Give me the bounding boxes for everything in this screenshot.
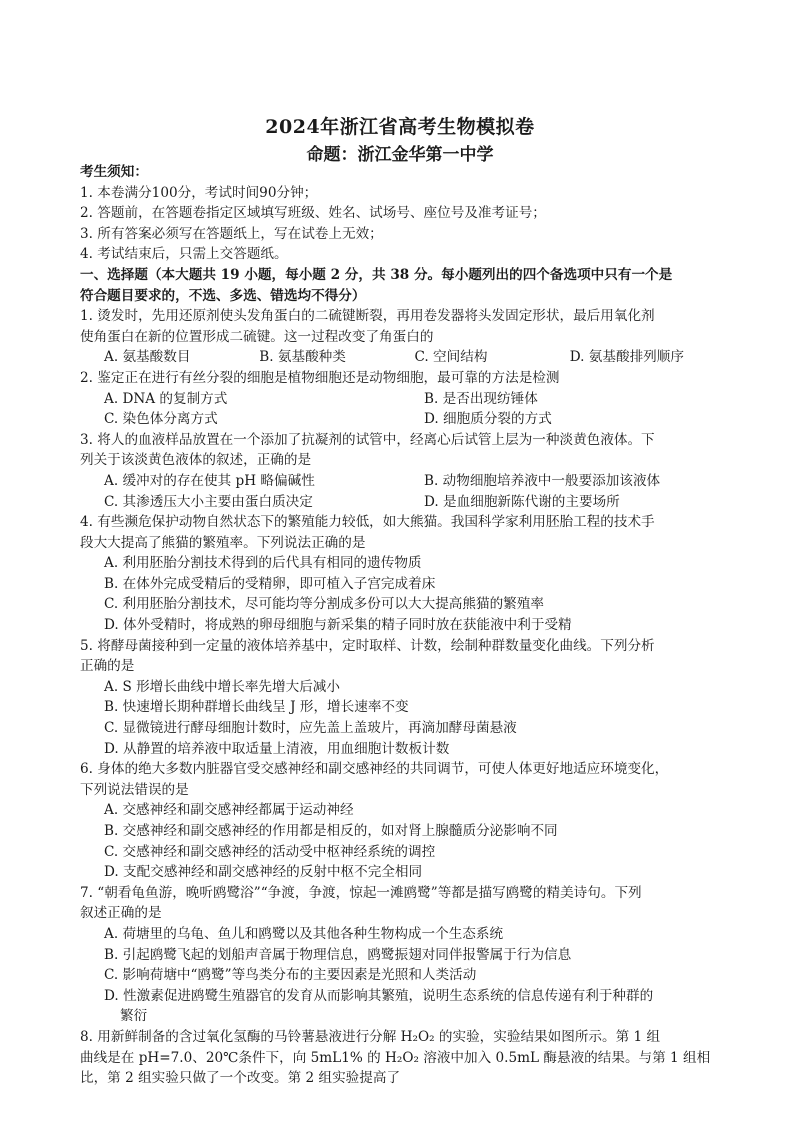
option-a: A. 利用胚胎分割技术得到的后代具有相同的遗传物质: [104, 555, 422, 572]
question-1-stem: 1. 烫发时，先用还原剂使头发角蛋白的二硫键断裂，再用卷发器将头发固定形状，最后用氧化剂: [80, 308, 655, 325]
option-b: B. 在体外完成受精后的受精卵，即可植入子宫完成着床: [104, 575, 436, 592]
option-b: B. 引起鸥鹭飞起的划船声音属于物理信息，鸥鹭振翅对同伴报警属于行为信息: [104, 946, 572, 963]
question-1-stem-cont: 使角蛋白在新的位置形成二硫键。这一过程改变了角蛋白的: [80, 328, 434, 345]
question-2-stem: 2. 鉴定正在进行有丝分裂的细胞是植物细胞还是动物细胞，最可靠的方法是检测: [80, 369, 560, 386]
option-c: C. 交感神经和副交感神经的活动受中枢神经系统的调控: [104, 843, 436, 860]
option-c: C. 利用胚胎分割技术，尽可能均等分割成多份可以大大提高熊猫的繁殖率: [104, 596, 544, 613]
option-d: D. 支配交感神经和副交感神经的反射中枢不完全相同: [104, 864, 423, 881]
question-3-stem-cont: 列关于该淡黄色液体的叙述，正确的是: [80, 452, 312, 469]
option-a: A. 荷塘里的乌龟、鱼儿和鸥鹭以及其他各种生物构成一个生态系统: [104, 925, 504, 942]
question-8-stem: 8. 用新鲜制备的含过氧化氢酶的马铃薯悬液进行分解 H₂O₂ 的实验，实验结果如图所示。第 1 组: [80, 1028, 661, 1045]
question-1-options: [80, 347, 725, 368]
question-4-stem-cont: 段大大提高了熊猫的繁殖率。下列说法正确的是: [80, 534, 366, 551]
option-c: C. 空间结构: [414, 349, 488, 366]
option-d: D. 性激素促进鸥鹭生殖器官的发育从而影响其繁殖，说明生态系统的信息传递有利于种群的: [104, 987, 654, 1004]
option-c: C. 显微镜进行酵母细胞计数时，应先盖上盖玻片，再滴加酵母菌悬液: [104, 720, 517, 737]
section-heading-cont: 符合题目要求的，不选、多选、错选均不得分）: [80, 287, 366, 304]
notice-item: 2. 答题前，在答题卷指定区域填写班级、姓名、试场号、座位号及准考证号；: [80, 205, 546, 222]
question-2-options-row1: [80, 389, 725, 410]
question-5-stem: 5. 将酵母菌接种到一定量的液体培养基中，定时取样、计数，绘制种群数量变化曲线。下列分析: [80, 637, 655, 654]
option-b: B. 交感神经和副交感神经的作用都是相反的，如对肾上腺髓质分泌影响不同: [104, 823, 558, 839]
question-2-options-row2: [80, 409, 725, 430]
option-c: C. 染色体分离方式: [104, 411, 218, 428]
question-3-options-row2: [80, 492, 725, 513]
option-d: D. 氨基酸排列顺序: [569, 349, 684, 366]
question-6-stem-cont: 下列说法错误的是: [80, 781, 189, 798]
option-d: D. 体外受精时，将成熟的卵母细胞与新采集的精子同时放在获能液中利于受精: [104, 617, 572, 634]
option-a: A. 缓冲对的存在使其 pH 略偏碱性: [104, 472, 315, 489]
page-title: 2024年浙江省高考生物模拟卷: [265, 116, 535, 138]
option-c: C. 影响荷塘中“鸥鹭”等鸟类分布的主要因素是光照和人类活动: [104, 967, 477, 984]
option-b: B. 是否出现纺锤体: [424, 390, 538, 407]
option-a: A. 氨基酸数目: [104, 349, 191, 366]
question-3-options-row1: [80, 471, 725, 492]
option-d: D. 从静置的培养液中取适量上清液，用血细胞计数板计数: [104, 740, 450, 757]
question-7-stem-cont: 叙述正确的是: [80, 905, 162, 922]
question-4-stem: 4. 有些濒危保护动物自然状态下的繁殖能力较低，如大熊猫。我国科学家利用胚胎工程的技术手: [80, 514, 655, 531]
option-b: B. 氨基酸种类: [259, 349, 346, 366]
option-c: C. 其渗透压大小主要由蛋白质决定: [104, 493, 313, 510]
notice-item: 1. 本卷满分100分，考试时间90分钟；: [80, 184, 318, 201]
option-b: B. 动物细胞培养液中一般要添加该液体: [424, 472, 661, 489]
question-8-stem-cont: 比，第 2 组实验只做了一个改变。第 2 组实验提高了: [80, 1070, 401, 1087]
question-8-stem-cont: 曲线是在 pH=7.0、20℃条件下，向 5mL1% 的 H₂O₂ 溶液中加入 0.5mL 酶悬液的结果。与第 1 组相: [80, 1049, 711, 1066]
option-d: D. 细胞质分裂的方式: [424, 411, 552, 428]
option-a: A. DNA 的复制方式: [104, 390, 228, 407]
question-3-stem: 3. 将人的血液样品放置在一个添加了抗凝剂的试管中，经离心后试管上层为一种淡黄色液体。下: [80, 431, 655, 448]
notice-item: 3. 所有答案必须写在答题纸上，写在试卷上无效；: [80, 225, 383, 242]
option-d-cont: 繁衍: [120, 1008, 148, 1025]
option-a: A. S 形增长曲线中增长率先增大后减小: [104, 678, 340, 695]
section-heading: 一、选择题（本大题共 19 小题，每小题 2 分，共 38 分。每小题列出的四个备选项中只有一个是: [80, 266, 673, 283]
option-d: D. 是血细胞新陈代谢的主要场所: [424, 493, 620, 510]
page-subtitle: 命题：浙江金华第一中学: [306, 145, 494, 165]
question-6-stem: 6. 身体的绝大多数内脏器官受交感神经和副交感神经的共同调节，可使人体更好地适应环境变化，: [80, 761, 669, 778]
notice-item: 4. 考试结束后，只需上交答题纸。: [80, 246, 288, 263]
notice-heading: 考生须知：: [80, 164, 148, 180]
exam-content: [80, 162, 725, 1089]
option-b: B. 快速增长期种群增长曲线呈 J 形，增长速率不变: [104, 699, 409, 716]
question-5-stem-cont: 正确的是: [80, 658, 135, 675]
question-7-stem: 7. “朝看龟鱼游，晚听鸥鹭浴”“争渡，争渡，惊起一滩鸥鹭”等都是描写鸥鹭的精美诗句。下列: [80, 884, 642, 901]
option-a: A. 交感神经和副交感神经都属于运动神经: [104, 802, 354, 819]
